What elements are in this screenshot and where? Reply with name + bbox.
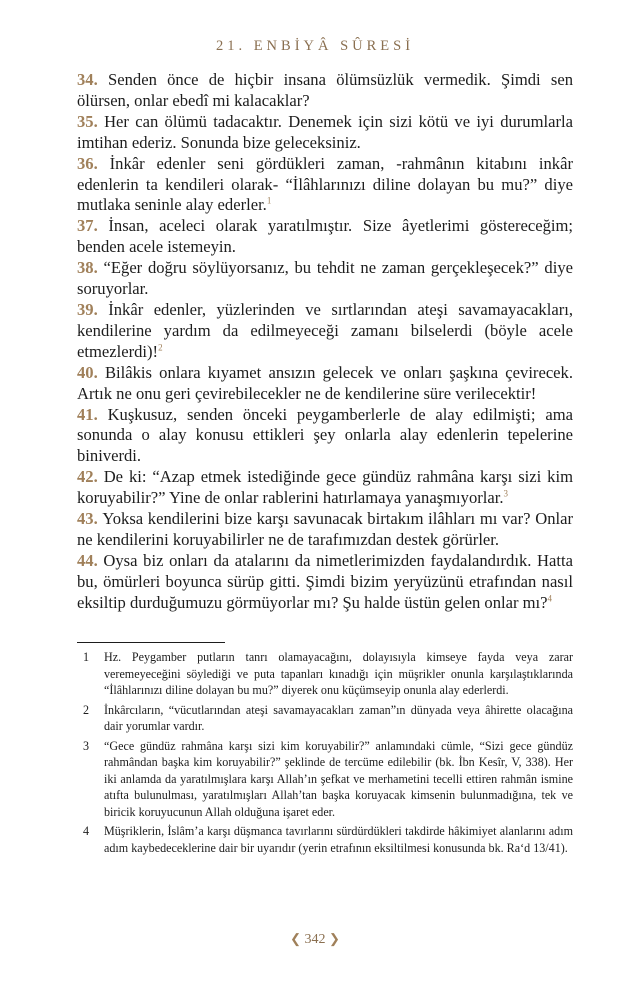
verse-40 — [77, 363, 573, 405]
verse-text: İnkâr edenler seni gördükleri zaman, -rahmânın kitabını inkâr edenlerin ta kendileri olarak- “İlâhlarınızı diline dolayan bu mu?” diye mutlaka seninle alay ederler. — [77, 153, 573, 215]
verse-number: 43. — [77, 509, 98, 529]
running-header: 21. ENBİYÂ SÛRESİ — [215, 38, 415, 54]
verse-text: İnkâr edenler, yüzlerinden ve sırtlarından ateşi savamayacakları, kendilerine yardım da edilmeyeceği zamanı bilselerdi (böyle acele etmezlerdi)! — [77, 299, 573, 361]
verse-number: 35. — [77, 111, 98, 131]
verse-text: Yoksa kendilerini bize karşı savunacak birtakım ilâhları mı var? Onlar ne kendilerini koruyabilirler ne de tarafımızdan destek görürler. — [77, 509, 573, 549]
verse-number: 44. — [77, 550, 98, 570]
verse-text: İnsan, aceleci olarak yaratılmıştır. Size âyetlerimi göstereceğim; benden acele istemeyin. — [77, 216, 574, 257]
verse-number: 38. — [77, 258, 98, 278]
footnote-1 — [77, 649, 573, 699]
verse-text: Bilâkis onlara kıyamet ansızın gelecek ve onları şaşkına çevirecek. Artık ne onu geri çevirebilecekler ne de kendilerine süre verilecektir! — [77, 362, 573, 403]
footnote-3 — [77, 738, 573, 821]
verse-44 — [77, 551, 573, 614]
footnote-ref[interactable]: 1 — [266, 195, 272, 206]
page-number — [0, 931, 630, 948]
verse-text: Oysa biz onları da atalarını da nimetlerimizden faydalandırdık. Hatta bu, ömürleri boyunca sürüp gitti. Şimdi bizim yeryüzünü etrafından nasıl eksiltip durduğumuzu görmüyorlar mı? Şu halde üstün gelen onlar mı? — [77, 550, 573, 612]
verse-text: “Eğer doğru söylüyorsanız, bu tehdit ne zaman gerçekleşecek?” diye soruyorlar. — [77, 258, 573, 299]
footnote-ref[interactable]: 3 — [503, 488, 509, 499]
footnote-4 — [77, 823, 573, 856]
verse-text: Kuşkusuz, senden önceki peygamberlerle de alay edilmişti; ama sonunda o alay konusu ettikleri şey onlarla alay edenlerin tepelerine biniverdi. — [77, 404, 573, 466]
verse-number: 36. — [77, 153, 98, 173]
verse-37 — [77, 216, 573, 258]
footnote-list — [77, 649, 573, 859]
verse-text: Her can ölümü tadacaktır. Denemek için sizi kötü ve iyi durumlarla imtihan ederiz. Sonunda bize geleceksiniz. — [77, 111, 573, 152]
footnote-ref[interactable]: 2 — [158, 342, 163, 353]
verse-36 — [77, 154, 573, 217]
verse-list — [77, 70, 573, 614]
verse-number: 39. — [77, 299, 98, 319]
verse-38 — [77, 258, 573, 300]
ornament-right-icon: ❯ — [329, 931, 340, 946]
footnote-ref[interactable]: 4 — [547, 593, 553, 604]
footnote-2 — [77, 702, 573, 735]
footnote-number: 2 — [83, 702, 90, 717]
verse-text: Senden önce de hiçbir insana ölümsüzlük vermedik. Şimdi sen ölürsen, onlar ebedî mi kalacaklar? — [77, 70, 574, 110]
footnote-number: 4 — [83, 824, 90, 838]
footnote-text: Hz. Peygamber putların tanrı olamayacağını, dolayısıyla kimseye fayda veya zarar veremeyeceğini söylediği ve puta tapanları kınadığı için müşrikler onunla karşılaştıklarında “İlâhlarınızı diline dolayan bu mu?” diyerek onu küçümseyip onunla alay ederlerdi. — [104, 650, 573, 697]
verse-35 — [77, 112, 573, 154]
footnote-divider — [77, 642, 225, 643]
page-number-text: 342 — [304, 932, 326, 947]
footnote-text: İnkârcıların, “vücutlarından ateşi savamayacakları zaman”ın dünyada veya âhirette olacağına dair yorumlar vardır. — [104, 702, 573, 733]
footnote-number: 1 — [83, 650, 90, 664]
verse-number: 37. — [77, 216, 98, 236]
verse-number: 41. — [77, 404, 98, 424]
verse-42 — [77, 467, 573, 509]
footnote-text: “Gece gündüz rahmâna karşı sizi kim koruyabilir?” anlamındaki cümle, “Sizi gece gündüz rahmândan başka kim koruyabilir?” şeklinde de tercüme edilebilir (bk. İbn Kesîr, V, 338). Her iki anlamda da yaratılmışlara karşı Allah’ın şefkat ve merhametini tecelli ettiren rahmân ismine atıfta bulunulması, yaratılmışları Allah’tan başka koruyacak kimsenin bulunmadığına, tek ve biricik koruyucunun Allah olduğuna işaret eder. — [104, 738, 573, 819]
footnote-number: 3 — [83, 738, 90, 753]
ornament-left-icon: ❮ — [290, 931, 301, 946]
verse-39 — [77, 300, 573, 363]
verse-number: 40. — [77, 362, 98, 382]
footnote-text: Müşriklerin, İslâm’a karşı düşmanca tavırlarını sürdürdükleri takdirde hâkimiyet alanlarını adım adım kaybedeceklerine dair bir uyarıdır (yerin etrafının eksiltilmesi konusunda bk. Ra‘d 13/41). — [104, 824, 573, 855]
verse-43 — [77, 509, 573, 551]
verse-number: 34. — [77, 70, 98, 89]
verse-text: De ki: “Azap etmek istediğinde gece gündüz rahmâna karşı sizi kim koruyabilir?” Yine de onlar rablerini hatırlamaya yanaşmıyorlar. — [77, 467, 573, 508]
verse-number: 42. — [77, 467, 98, 487]
verse-34 — [77, 70, 573, 112]
verse-41 — [77, 405, 573, 468]
